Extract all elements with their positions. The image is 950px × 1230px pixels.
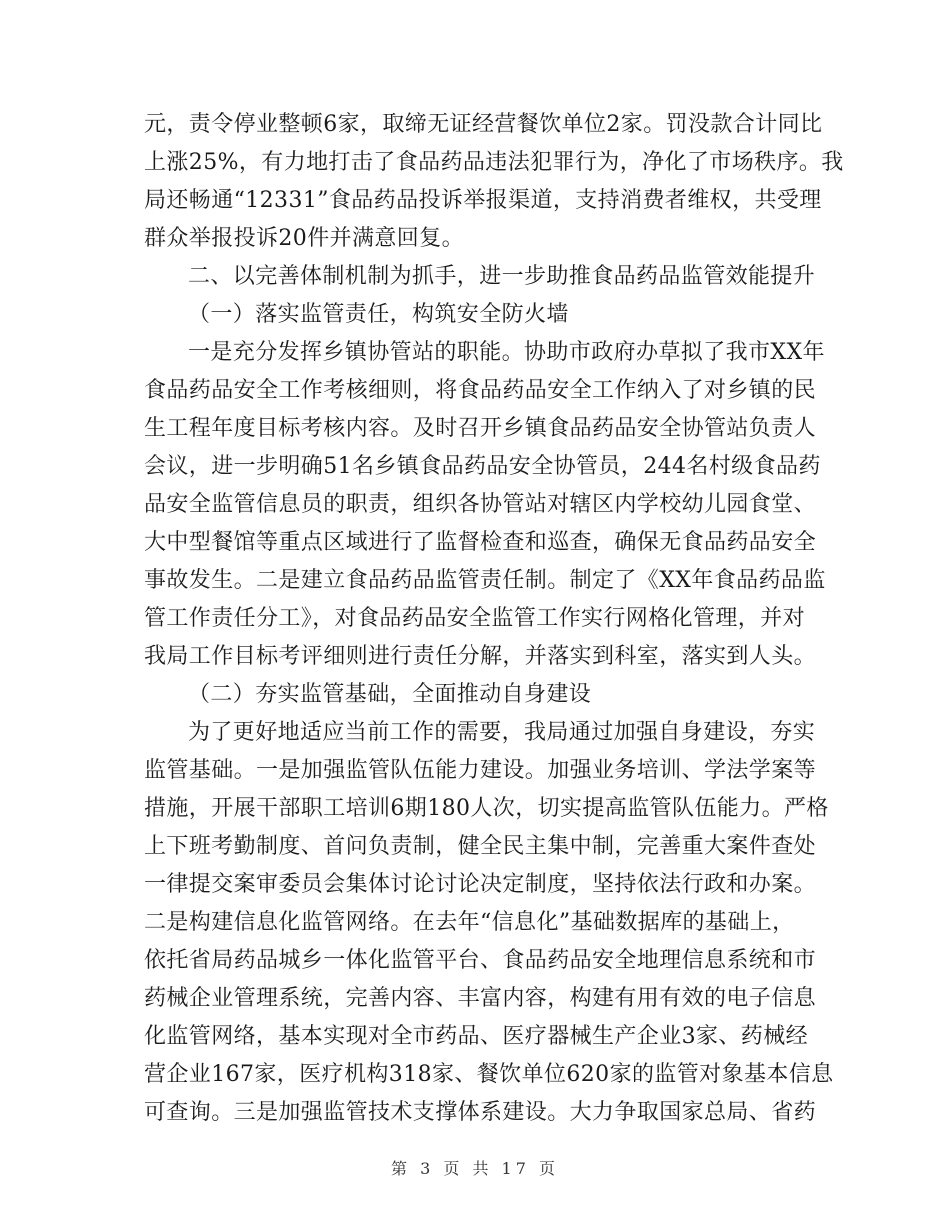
text-line: 依托省局药品城乡一体化监管平台、食品药品安全地理信息系统和市 [144,948,817,973]
text-line: 营企业167家，医疗机构318家、餐饮单位620家的监管对象基本信息 [144,1062,834,1087]
text-line: 一律提交案审委员会集体讨论讨论决定制度，坚持依法行政和办案。 [144,872,817,897]
text-line: 生工程年度目标考核内容。及时召开乡镇食品药品安全协管站负责人 [144,416,817,441]
text-line: 会议，进一步明确51名乡镇食品药品安全协管员，244名村级食品药 [144,454,821,479]
text-line: （二）夯实监管基础，全面推动自身建设 [188,682,592,707]
text-line: 二是构建信息化监管网络。在去年“信息化”基础数据库的基础上， [144,910,795,935]
text-line: 上下班考勤制度、首问负责制，健全民主集中制，完善重大案件查处 [144,834,817,859]
text-line: 群众举报投诉20件并满意回复。 [144,226,464,251]
text-line: 上涨25%，有力地打击了食品药品违法犯罪行为，净化了市场秩序。我 [144,150,844,175]
page-footer: 第 3 页 共 17 页 [391,1159,559,1178]
text-line: 药械企业管理系统，完善内容、丰富内容，构建有用有效的电子信息 [144,986,817,1011]
text-line: 可查询。三是加强监管技术支撑体系建设。大力争取国家总局、省药 [144,1100,817,1125]
text-line: 大中型餐馆等重点区域进行了监督检查和巡查，确保无食品药品安全 [144,530,817,555]
text-line: 我局工作目标考评细则进行责任分解，并落实到科室，落实到人头。 [144,644,817,669]
text-line: 措施，开展干部职工培训6期180人次，切实提高监管队伍能力。严格 [144,796,829,821]
text-line: 食品药品安全工作考核细则，将食品药品安全工作纳入了对乡镇的民 [144,378,817,403]
text-line: 品安全监管信息员的职责，组织各协管站对辖区内学校幼儿园食堂、 [144,492,817,517]
text-line: 为了更好地适应当前工作的需要，我局通过加强自身建设，夯实 [188,720,816,745]
text-line: （一）落实监管责任，构筑安全防火墙 [188,302,569,327]
document-body [144,106,844,1132]
text-line: 二、以完善体制机制为抓手，进一步助推食品药品监管效能提升 [188,264,816,289]
text-line: 化监管网络，基本实现对全市药品、医疗器械生产企业3家、药械经 [144,1024,808,1049]
text-line: 元，责令停业整顿6家，取缔无证经营餐饮单位2家。罚没款合计同比 [144,112,823,137]
text-line: 一是充分发挥乡镇协管站的职能。协助市政府办草拟了我市XX年 [188,340,825,365]
text-line: 管工作责任分工》，对食品药品安全监管工作实行网格化管理，并对 [144,606,806,631]
text-line: 监管基础。一是加强监管队伍能力建设。加强业务培训、学法学案等 [144,758,817,783]
text-line: 事故发生。二是建立食品药品监管责任制。制定了《XX年食品药品监 [144,568,826,593]
text-line: 局还畅通“12331”食品药品投诉举报渠道，支持消费者维权，共受理 [144,188,822,213]
